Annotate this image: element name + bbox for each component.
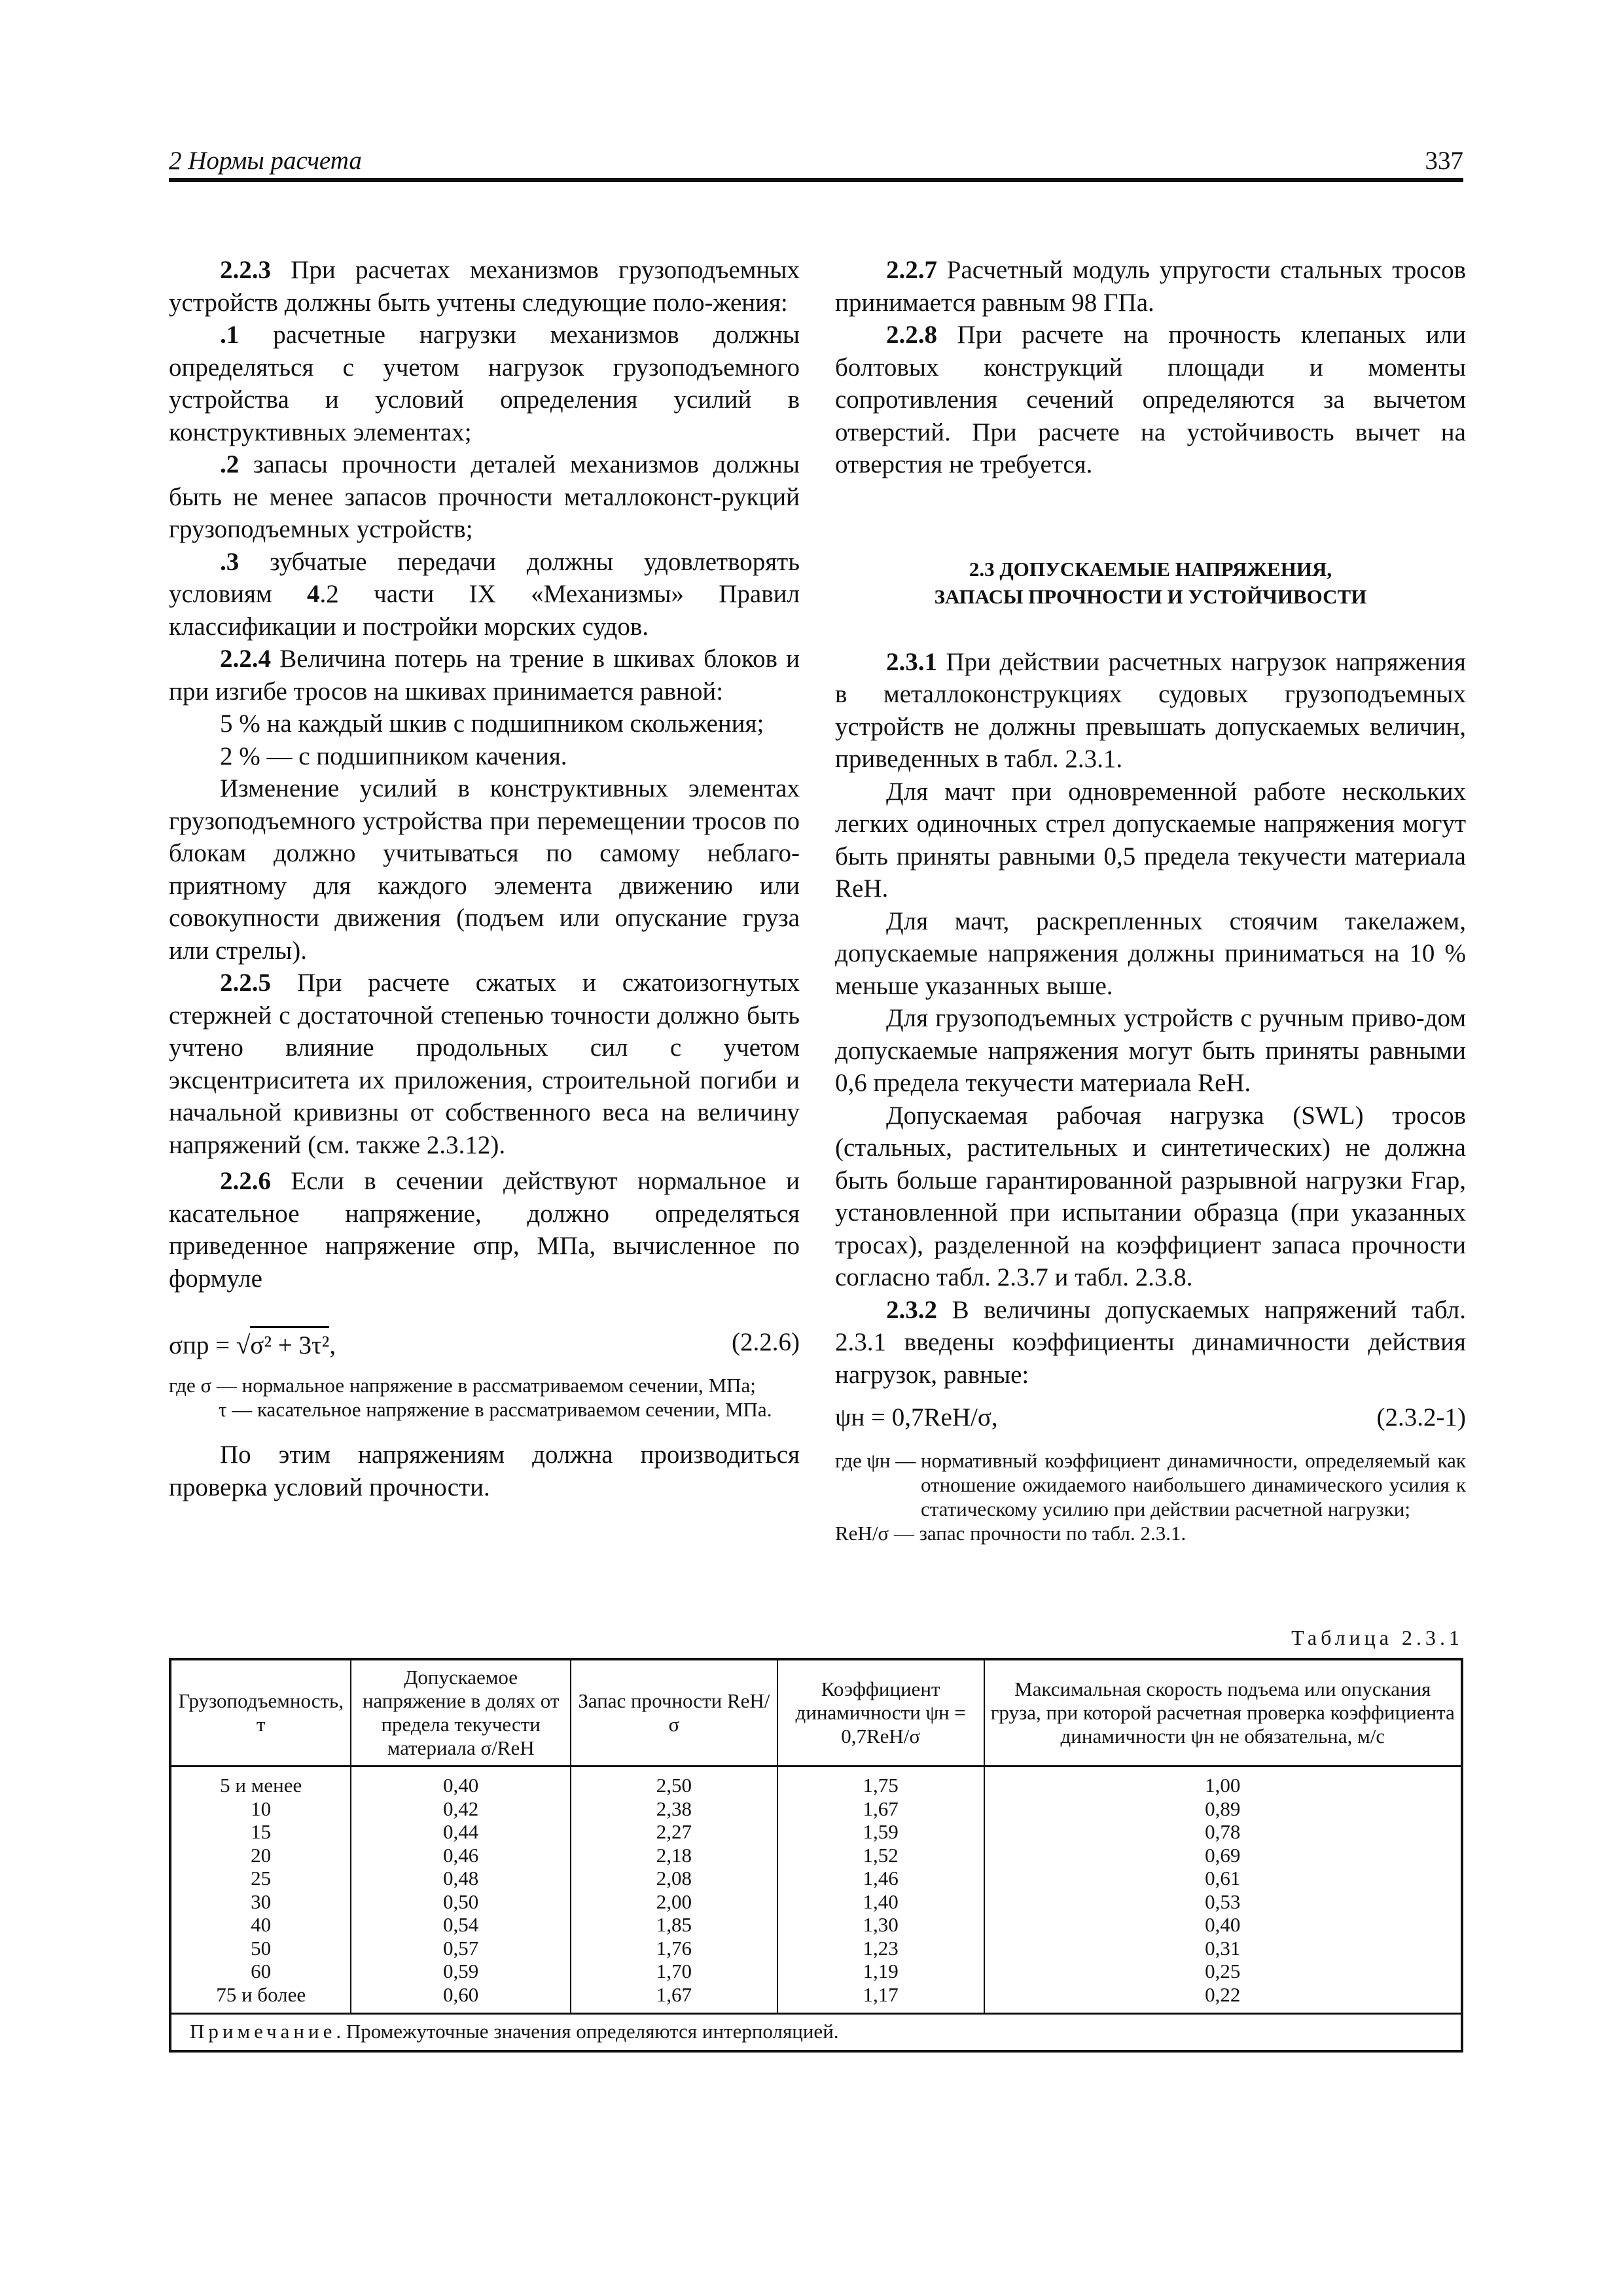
table-cell: 1,85 (571, 1913, 777, 1937)
table-note: Примечание. Промежуточные значения определяются интерполяцией. (170, 2014, 1462, 2052)
table-cell: 1,76 (571, 1937, 777, 1960)
table-cell: 30 (170, 1890, 351, 1914)
table-cell: 0,53 (984, 1890, 1462, 1914)
table-cell: 1,23 (777, 1937, 984, 1960)
table-cell: 0,50 (351, 1890, 571, 1914)
table-cell: 2,50 (571, 1767, 777, 1797)
table-cell: 0,89 (984, 1797, 1462, 1821)
right-column (835, 254, 1466, 1545)
allowable-stress-table (169, 1658, 1463, 2053)
table-body (170, 1767, 1462, 2014)
table-cell: 75 и более (170, 1983, 351, 2014)
column-header: Допускаемое напряжение в долях от предела текучести материала σ/ReH (351, 1659, 571, 1767)
paragraph-2-2-5: 2.2.5 При расчете сжатых и сжатоизогнутых стержней с достаточной степенью точности должно быть учтено влияние продольных сил с учетом эксцентриситета их приложения, строительной погиби и начальной кривизны от собственного веса на величину напряжений (см. также 2.3.12). (169, 969, 800, 1159)
table-cell: 0,31 (984, 1937, 1462, 1960)
table-row (170, 1937, 1462, 1960)
table-cell: 20 (170, 1844, 351, 1867)
table-cell: 15 (170, 1820, 351, 1844)
table-cell: 0,57 (351, 1937, 571, 1960)
paragraph-masts-rigging: Для мачт, раскрепленных стоячим такелажем, допускаемые напряжения должны приниматься на 10 % меньше указанных выше. (835, 906, 1466, 1000)
table-cell: 10 (170, 1797, 351, 1821)
list-item-2: .2 запасы прочности деталей механизмов должны быть не менее запасов прочности металлоконст-рукций грузоподъемных устройств; (169, 450, 800, 543)
table-row (170, 1867, 1462, 1890)
table-cell: 0,61 (984, 1867, 1462, 1890)
table-cell: 1,19 (777, 1960, 984, 1983)
table-cell: 1,59 (777, 1820, 984, 1844)
table-cell: 0,42 (351, 1797, 571, 1821)
table-2-3-1 (169, 1626, 1463, 2053)
paragraph-2-2-8: 2.2.8 При расчете на прочность клепаных или болтовых конструкций площади и моменты сопротивления сечений определяются за вычетом отверстий. При расчете на устойчивость вычет на отверстия не требуется. (835, 321, 1466, 478)
table-row (170, 1890, 1462, 1914)
table-cell: 50 (170, 1937, 351, 1960)
formula-2-3-2-1: ψн = 0,7ReH/σ, (2.3.2-1) (835, 1397, 1466, 1439)
paragraph-2-2-4: 2.2.4 Величина потерь на трение в шкивах блоков и при изгибе тросов на шкивах принимается равной: (169, 645, 800, 706)
column-header: Запас прочности ReH/σ (571, 1659, 777, 1767)
paragraph-2-3-1: 2.3.1 При действии расчетных нагрузок напряжения в металлоконструкциях судовых грузоподъемных устройств не должны превышать допускаемых величин, приведенных в табл. 2.3.1. (835, 647, 1466, 773)
table-row (170, 1844, 1462, 1867)
table-cell: 1,30 (777, 1913, 984, 1937)
table-cell: 0,22 (984, 1983, 1462, 2014)
formula-2-2-6: σпр = √σ² + 3τ², (2.2.6) (169, 1322, 800, 1364)
table-row (170, 1820, 1462, 1844)
formula-definitions: где ψн — нормативный коэффициент динамичности, определяемый как отношение ожидаемого наибольшего динамического усилия к статическому усилию при действии расчетной нагрузки; ReH/σ — запас прочности по табл. 2.3.1. (835, 1449, 1466, 1545)
table-cell: 2,00 (571, 1890, 777, 1914)
section-heading-2-3: 2.3 ДОПУСКАЕМЫЕ НАПРЯЖЕНИЯ, ЗАПАСЫ ПРОЧНОСТИ И УСТОЙЧИВОСТИ (934, 557, 1367, 608)
table-cell: 0,25 (984, 1960, 1462, 1983)
table-cell: 1,00 (984, 1767, 1462, 1797)
table-cell: 25 (170, 1867, 351, 1890)
table-cell: 0,69 (984, 1844, 1462, 1867)
paragraph-2-3-2: 2.3.2 В величины допускаемых напряжений табл. 2.3.1 введены коэффициенты динамичности действия нагрузок, равные: (835, 1295, 1466, 1389)
formula-number: (2.2.6) (732, 1328, 800, 1356)
friction-sliding: 5 % на каждый шкив с подшипником скольжения; (220, 709, 764, 738)
table-row (170, 1767, 1462, 1797)
page-number: 337 (1425, 147, 1463, 175)
paragraph-force-change: Изменение усилий в конструктивных элементах грузоподъемного устройства при перемещении тросов по блокам должно учитываться по самому неблаго-приятному для каждого элемента движению или совокупности движения (подъем или опускание груза или стрелы). (169, 774, 800, 965)
friction-rolling: 2 % — с подшипником качения. (220, 742, 567, 770)
paragraph-manual-drive: Для грузоподъемных устройств с ручным приво-дом допускаемые напряжения могут быть приняты равными 0,6 предела текучести материала ReH. (835, 1004, 1466, 1097)
table-cell: 1,70 (571, 1960, 777, 1983)
table-cell: 2,08 (571, 1867, 777, 1890)
table-cell: 1,40 (777, 1890, 984, 1914)
paragraph-swl: Допускаемая рабочая нагрузка (SWL) тросов (стальных, растительных и синтетических) не должна быть больше гарантированной разрывной нагрузки Fгар, установленной при испытании образца (при указанных тросах), разделенной на коэффициент запаса прочности согласно табл. 2.3.7 и табл. 2.3.8. (835, 1101, 1466, 1291)
paragraph-masts-booms: Для мачт при одновременной работе нескольких легких одиночных стрел допускаемые напряжения могут быть приняты равными 0,5 предела текучести материала ReH. (835, 777, 1466, 903)
paragraph-strength-check: По этим напряжениям должна производиться проверка условий прочности. (169, 1441, 800, 1501)
table-cell: 0,60 (351, 1983, 571, 2014)
list-item-3: .3 зубчатые передачи должны удовлетворять условиям 4.2 части IX «Механизмы» Правил классификации и постройки морских судов. (169, 547, 800, 641)
table-note-row (170, 2014, 1462, 2052)
column-header: Максимальная скорость подъема или опускания груза, при которой расчетная проверка коэффициента динамичности ψн не обязательна, м/с (984, 1659, 1462, 1767)
formula-number: (2.3.2-1) (1376, 1403, 1466, 1431)
column-header: Грузоподъемность, т (170, 1659, 351, 1767)
table-cell: 0,44 (351, 1820, 571, 1844)
table-cell: 0,78 (984, 1820, 1462, 1844)
table-caption: Таблица 2.3.1 (1291, 1626, 1463, 1649)
table-cell: 1,67 (777, 1797, 984, 1821)
table-row (170, 1797, 1462, 1821)
table-cell: 1,17 (777, 1983, 984, 2014)
table-cell: 1,46 (777, 1867, 984, 1890)
left-column (169, 254, 800, 1503)
table-cell: 2,27 (571, 1820, 777, 1844)
table-cell: 5 и менее (170, 1767, 351, 1797)
page-header (169, 143, 1463, 182)
paragraph-2-2-3: 2.2.3 При расчетах механизмов грузоподъемных устройств должны быть учтены следующие поло-жения: (169, 256, 800, 317)
table-row (170, 1983, 1462, 2014)
paragraph-2-2-6: 2.2.6 Если в сечении действуют нормальное и касательное напряжение, должно определяться приведенное напряжение σпр, МПа, вычисленное по формуле (169, 1167, 800, 1293)
table-cell: 0,46 (351, 1844, 571, 1867)
table-row (170, 1913, 1462, 1937)
table-cell: 0,40 (984, 1913, 1462, 1937)
header-rule (169, 178, 1463, 182)
table-cell: 1,52 (777, 1844, 984, 1867)
table-cell: 2,38 (571, 1797, 777, 1821)
table-cell: 60 (170, 1960, 351, 1983)
formula-definitions: где σ — нормальное напряжение в рассматриваемом сечении, МПа; τ — касательное напряжение в рассматриваемом сечении, МПа. (169, 1374, 772, 1421)
table-cell: 40 (170, 1913, 351, 1937)
paragraph-2-2-7: 2.2.7 Расчетный модуль упругости стальных тросов принимается равным 98 ГПа. (835, 256, 1466, 317)
table-row (170, 1960, 1462, 1983)
table-header-row (170, 1659, 1462, 1767)
table-cell: 0,40 (351, 1767, 571, 1797)
table-cell: 0,48 (351, 1867, 571, 1890)
column-header: Коэффициент динамичности ψн = 0,7ReH/σ (777, 1659, 984, 1767)
table-cell: 1,67 (571, 1983, 777, 2014)
table-cell: 1,75 (777, 1767, 984, 1797)
table-cell: 2,18 (571, 1844, 777, 1867)
section-title: 2 Нормы расчета (169, 147, 362, 175)
table-cell: 0,59 (351, 1960, 571, 1983)
table-cell: 0,54 (351, 1913, 571, 1937)
list-item-1: .1 расчетные нагрузки механизмов должны определяться с учетом нагрузок грузоподъемного устройства и условий определения усилий в конструктивных элементах; (169, 321, 800, 446)
